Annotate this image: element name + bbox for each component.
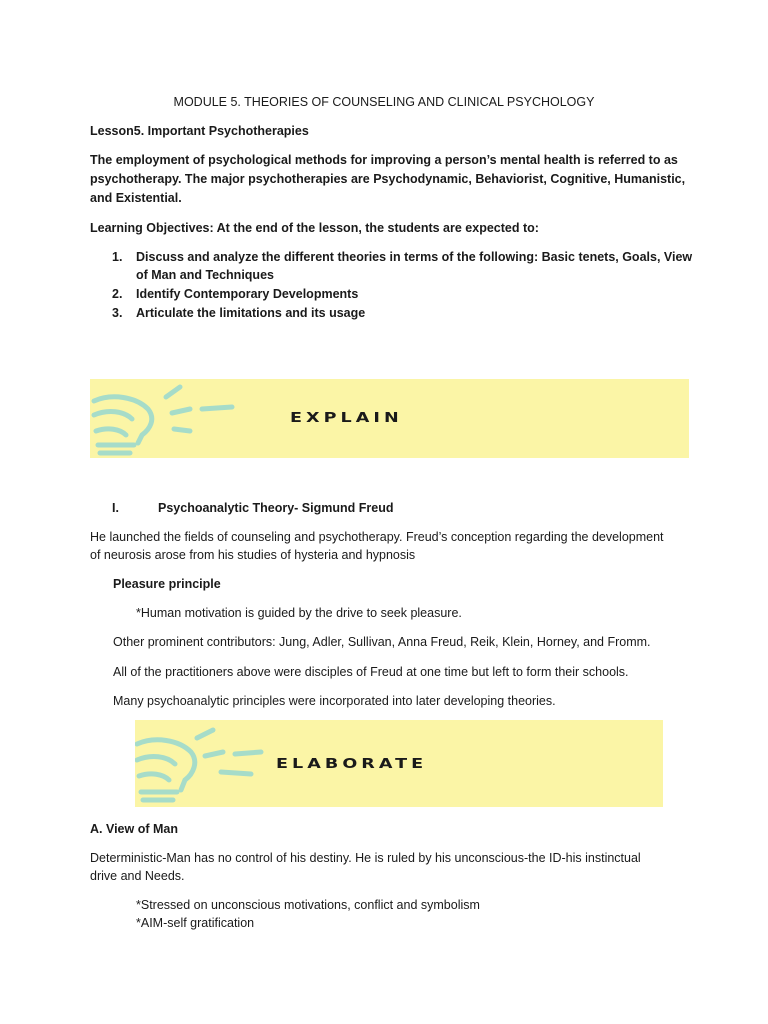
view-paragraph-line-1: Deterministic-Man has no control of his destiny. He is ruled by his unconscious-the ID-his instinctual	[90, 851, 641, 865]
banner-word-elaborate: ELABORATE	[276, 757, 428, 772]
objective-number: 3.	[112, 306, 123, 320]
objective-number: 2.	[112, 287, 123, 301]
intro-line-1: The employment of psychological methods for improving a person’s mental health is referred to as	[90, 153, 678, 167]
pleasure-note: *Human motivation is guided by the drive to seek pleasure.	[136, 606, 462, 620]
intro-line-2: psychotherapy. The major psychotherapies are Psychodynamic, Behaviorist, Cognitive, Humanistic,	[90, 172, 686, 186]
objective-text: Identify Contemporary Developments	[136, 287, 359, 301]
lightbulb-icon	[135, 720, 295, 807]
section-title: Psychoanalytic Theory- Sigmund Freud	[158, 501, 394, 515]
section-paragraph-line-2: of neurosis arose from his studies of hysteria and hypnosis	[90, 548, 416, 562]
view-of-man-heading: A. View of Man	[90, 822, 178, 836]
section-paragraph-line-1: He launched the fields of counseling and psychotherapy. Freud’s conception regarding the development	[90, 530, 664, 544]
explain-banner	[90, 379, 689, 458]
objectives-heading: Learning Objectives: At the end of the lesson, the students are expected to:	[90, 221, 539, 235]
elaborate-banner	[135, 720, 663, 807]
note-line: *Stressed on unconscious motivations, conflict and symbolism	[136, 898, 480, 912]
contributors-text: Other prominent contributors: Jung, Adler, Sullivan, Anna Freud, Reik, Klein, Horney, and Fromm.	[113, 635, 651, 649]
section-number: I.	[112, 501, 119, 515]
view-paragraph-line-2: drive and Needs.	[90, 869, 185, 883]
objective-text: of Man and Techniques	[136, 268, 274, 282]
pleasure-heading: Pleasure principle	[113, 577, 221, 591]
note-line: *AIM-self gratification	[136, 916, 255, 930]
lightbulb-icon	[90, 379, 250, 458]
disciples-text: All of the practitioners above were disciples of Freud at one time but left to form their schools.	[113, 665, 629, 679]
objective-number: 1.	[112, 250, 123, 264]
intro-line-3: and Existential.	[90, 191, 182, 205]
lesson-title: Lesson5. Important Psychotherapies	[90, 124, 309, 138]
module-title: MODULE 5. THEORIES OF COUNSELING AND CLINICAL PSYCHOLOGY	[173, 95, 595, 109]
objective-text: Discuss and analyze the different theories in terms of the following: Basic tenets, Goals, View	[136, 250, 693, 264]
banner-word-explain: EXPLAIN	[290, 411, 403, 426]
objective-text: Articulate the limitations and its usage	[136, 306, 366, 320]
principles-text: Many psychoanalytic principles were incorporated into later developing theories.	[113, 694, 556, 708]
